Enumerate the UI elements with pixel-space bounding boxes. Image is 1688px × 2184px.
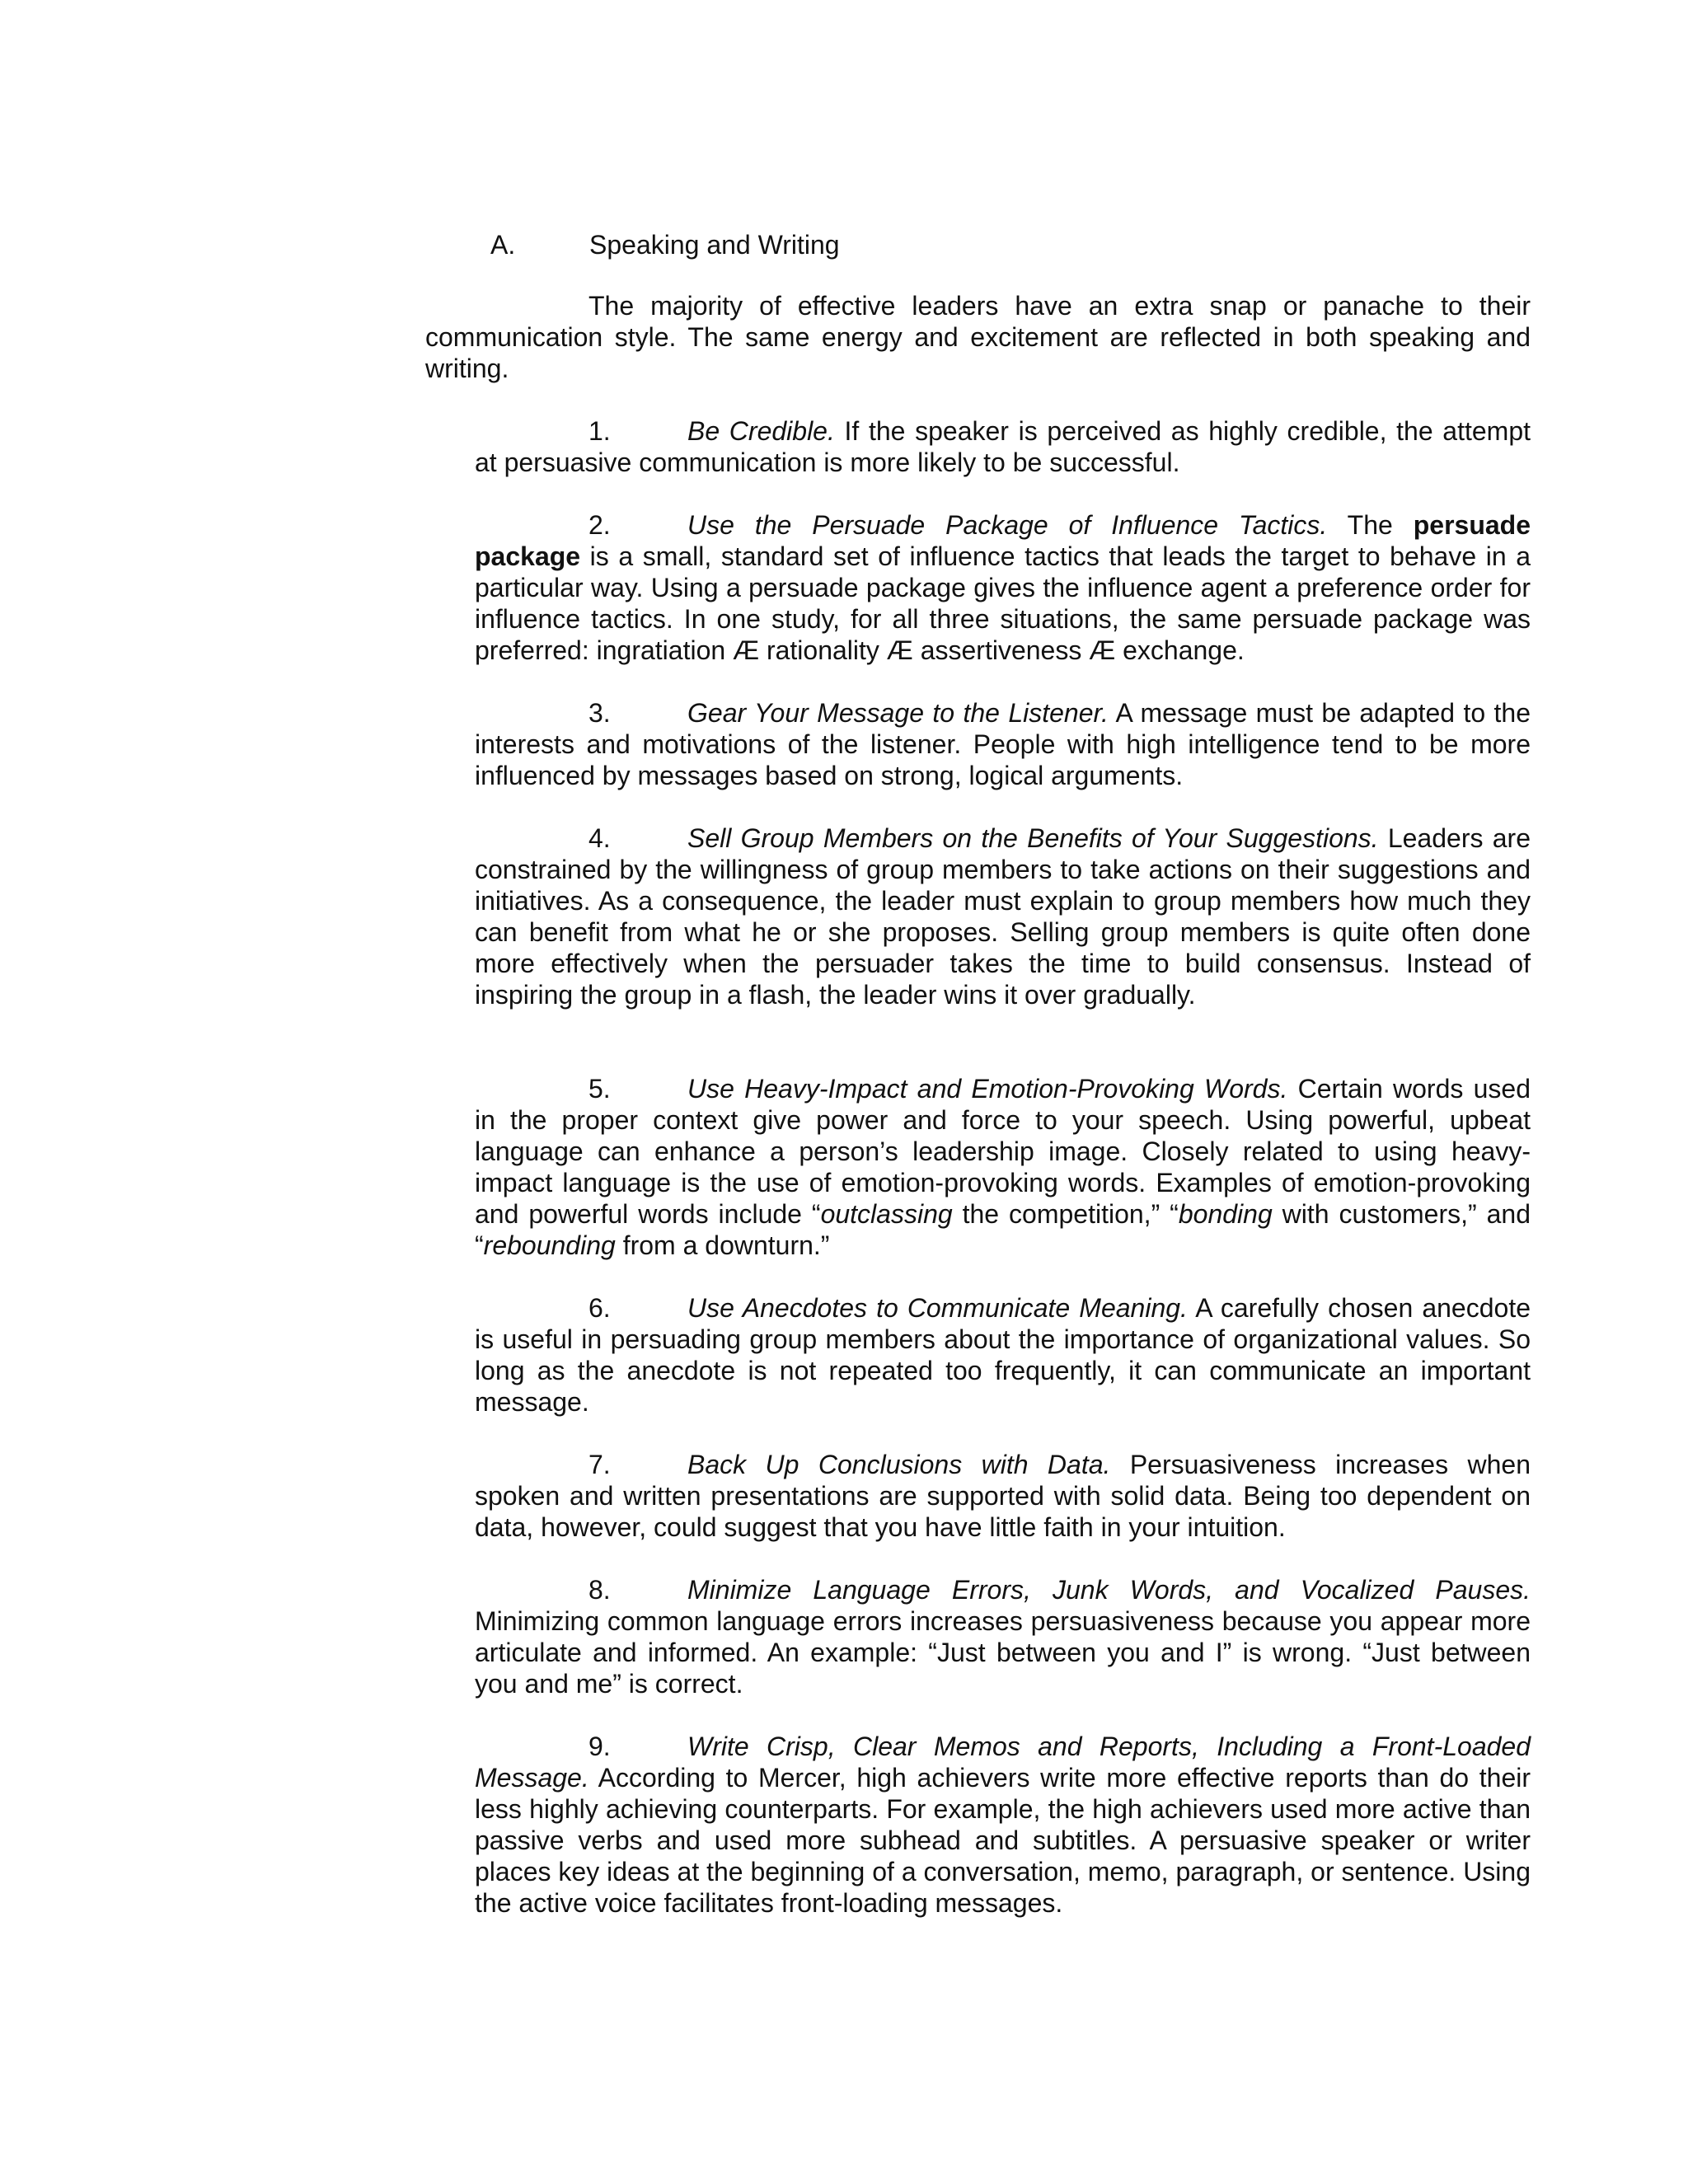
list-item-7	[475, 1449, 1531, 1543]
list-item-1	[475, 415, 1531, 478]
list-item-4	[475, 823, 1531, 1010]
item-number: 2.	[588, 510, 611, 540]
list-item-3	[475, 697, 1531, 791]
list-item-6	[475, 1292, 1531, 1418]
item-text: with customers,” and “	[475, 1199, 1531, 1260]
item-title: Use Anecdotes to Communicate Meaning.	[687, 1293, 1188, 1323]
list-item-5	[475, 1073, 1531, 1261]
item-text: from a downturn.”	[615, 1230, 830, 1260]
item-text: Certain words used in the proper context give power and force to your speech. Using powerful, upbeat language can enhance a person’s leadership image. Closely related to using heavy-impact language is the use of emotion-provoking words. Examples of emotion-provoking and powerful words include “	[475, 1074, 1531, 1229]
item-text: A message must be adapted to the interests and motivations of the listener. People with high intelligence tend to be more influenced by messages based on strong, logical arguments.	[475, 698, 1531, 790]
item-number: 4.	[588, 823, 611, 853]
item-number: 3.	[588, 698, 611, 728]
item-title: Gear Your Message to the Listener.	[687, 698, 1109, 728]
item-number: 5.	[588, 1074, 611, 1104]
item-text: Leaders are constrained by the willingness of group members to take actions on their suggestions and initiatives. As a consequence, the leader must explain to group members how much they can benefit from what he or she proposes. Selling group members is quite often done more effectively when the persuader takes the time to build consensus. Instead of inspiring the group in a flash, the leader wins it over gradually.	[475, 823, 1531, 1010]
item-number: 1.	[588, 416, 611, 446]
item-emphasis: outclassing	[820, 1199, 953, 1229]
item-title: Back Up Conclusions with Data.	[687, 1450, 1111, 1479]
intro-paragraph: The majority of effective leaders have an extra snap or panache to their communication style. The same energy and excitement are reflected in both speaking and writing.	[425, 291, 1531, 383]
item-text: is a small, standard set of influence tactics that leads the target to behave in a particular way. Using a persuade package gives the influence agent a preference order for influence tactics. In one study, for all three situations, the same persuade package was preferred: ingratiation Æ rationality Æ assertiveness Æ exchange.	[475, 541, 1531, 665]
item-title: Minimize Language Errors, Junk Words, and Vocalized Pauses.	[687, 1575, 1531, 1605]
list-item-8	[475, 1574, 1531, 1699]
item-text: the competition,” “	[952, 1199, 1179, 1229]
item-title: Be Credible.	[687, 416, 835, 446]
section-letter: A.	[490, 230, 516, 260]
item-number: 8.	[588, 1575, 611, 1605]
item-bold-term: persuade package	[475, 510, 1531, 571]
item-number: 6.	[588, 1293, 611, 1323]
section-title: Speaking and Writing	[589, 230, 840, 260]
item-title: Use Heavy-Impact and Emotion-Provoking Words.	[687, 1074, 1288, 1104]
item-title: Write Crisp, Clear Memos and Reports, Including a Front-Loaded Message.	[475, 1732, 1531, 1793]
item-text: Persuasiveness increases when spoken and written presentations are supported with solid data. Being too dependent on data, however, could suggest that you have little faith in your intuition.	[475, 1450, 1531, 1542]
item-title: Sell Group Members on the Benefits of Your Suggestions.	[687, 823, 1379, 853]
list-item-2	[475, 509, 1531, 666]
item-text: Minimizing common language errors increases persuasiveness because you appear more articulate and informed. An example: “Just between you and I” is wrong. “Just between you and me” is correct.	[475, 1606, 1531, 1699]
list-item-9	[475, 1731, 1531, 1919]
item-text: According to Mercer, high achievers write more effective reports than do their less highly achieving counterparts. For example, the high achievers used more active than passive verbs and used more subhead and subtitles. A persuasive speaker or writer places key ideas at the beginning of a conversation, memo, paragraph, or sentence. Using the active voice facilitates front-loading messages.	[475, 1763, 1531, 1918]
item-title: Use the Persuade Package of Influence Tactics.	[687, 510, 1328, 540]
item-emphasis: rebounding	[483, 1230, 616, 1260]
item-number: 7.	[588, 1450, 611, 1479]
section-heading	[490, 229, 840, 260]
item-number: 9.	[588, 1732, 611, 1761]
item-text: If the speaker is perceived as highly credible, the attempt at persuasive communication is more likely to be successful.	[475, 416, 1531, 477]
item-text: The	[1327, 510, 1414, 540]
item-emphasis: bonding	[1178, 1199, 1273, 1229]
item-text: A carefully chosen anecdote is useful in persuading group members about the importance of organizational values. So long as the anecdote is not repeated too frequently, it can communicate an important message.	[475, 1293, 1531, 1417]
